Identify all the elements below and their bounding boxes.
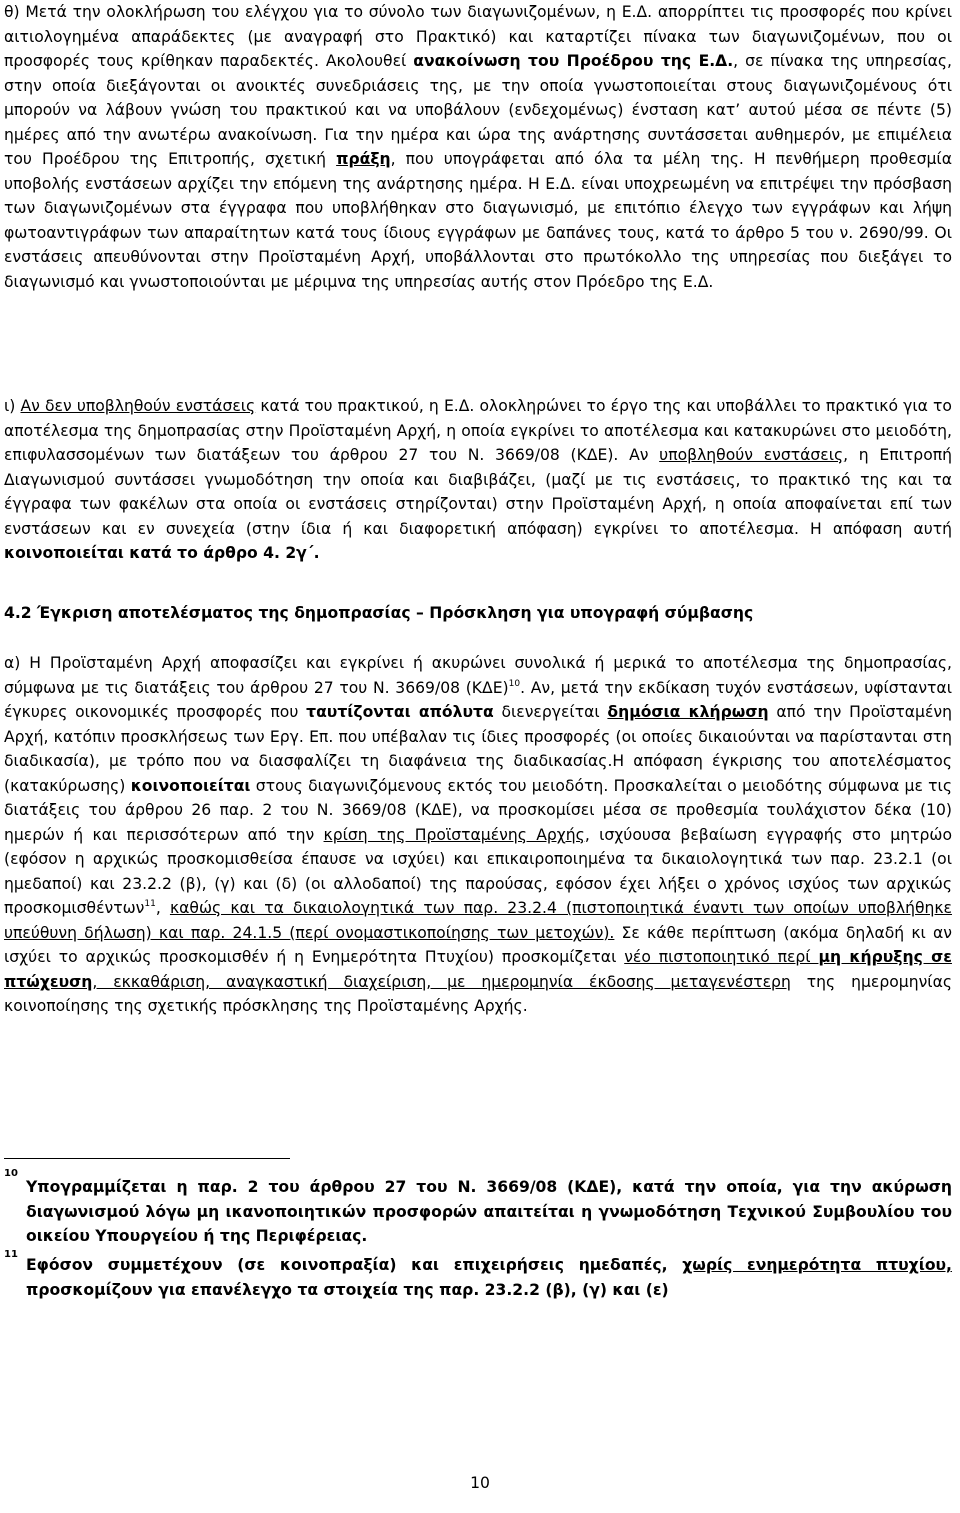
text-run: , που υπογράφεται από όλα τα μέλη της. Η πενθήμερη προθεσμία υποβολής ενστάσεων αρχίζει την επόμενη της ανάρτησης ημέρα. Η Ε.Δ. είναι υποχρεωμένη να επιτρέψει την πρόσβαση των διαγωνιζομένων στα έγγραφα που υποβλήθηκαν στο διαγωνισμό, με επιτόπιο έλεγχο των εγγράφων και λήψη φωτοαντιγράφων των απαραίτητων κατά τους ίδιους εγγράφων με δαπάνες τους, κατά το άρθρο 5 του ν. 2690/99. Οι ενστάσεις απευθύνονται στην Προϊσταμένη Αρχή, υποβάλλονται στο πρωτόκολλο της υπηρεσίας που διεξάγει το διαγωνισμό και γνωστοποιούνται με μέριμνα της υπηρεσίας αυτής στον Πρόεδρο της Ε.Δ. — [4, 150, 952, 291]
bold-run: ταυτίζονται απόλυτα — [306, 703, 494, 721]
footnote-ref-11: 11 — [144, 899, 156, 909]
text-run: διενεργείται — [493, 703, 608, 721]
underlined-run: χωρίς ενημερότητα πτυχίου, — [682, 1256, 952, 1274]
underlined-run: καθώς και τα δικαιολογητικά των παρ. 23.2.4 (πιστοποιητικά έναντι των οποίων υποβλήθηκε υπεύθυνη δήλωση) και παρ. 24.1.5 (περί ονομαστικοποίησης των μετοχών). — [4, 899, 952, 942]
footnote-10-text: Υπογραμμίζεται η παρ. 2 του άρθρου 27 του Ν. 3669/08 (ΚΔΕ), κατά την οποία, για την ακύρωση διαγωνισμού λόγω μη ικανοποιητικών προσφορών απαιτείται η γνωμοδότηση Τεχνικού Συμβουλίου του οικείου Υπουργείου ή της Περιφέρειας. — [26, 1178, 952, 1245]
bold-underlined-run: πράξη — [336, 150, 391, 168]
paragraph-iota — [4, 394, 952, 566]
paragraph-alpha — [4, 651, 952, 1019]
text-run: , σε πίνακα της υπηρεσίας, στην οποία διεξάγονται οι ανοικτές συνεδριάσεις της, με την οποία γνωστοποιείται στους διαγωνιζομένους ότι μπορούν να λάβουν γνώση του πρακτικού και να υποβάλουν (ενδεχομένως) ένσταση κατ’ αυτού μέσα σε πέντε (5) ημέρες από την ανωτέρω ανακοίνωση. Για την ημέρα και ώρα της ανάρτησης συντάσσεται αυθημερόν, με επιμέλεια του Προέδρου της Επιτροπής, σχετική — [4, 52, 952, 168]
text-run: . Αν, μετά την εκδίκαση τυχόν ενστάσεων, υφίστανται έγκυρες οικονομικές προσφορές που — [4, 678, 952, 721]
footnote-11-text — [26, 1253, 952, 1302]
footnote-number-11: 11 — [4, 1249, 18, 1260]
heading-subtitle: Πρόσκληση για υπογραφή σύμβασης — [429, 604, 754, 622]
text-run: της ημερομηνίας κοινοποίησης της σχετικής πρόσκλησης της Προϊσταμένης Αρχής. — [4, 972, 952, 1015]
underlined-run: νέο πιστοποιητικό περί — [624, 948, 819, 966]
underlined-run: υποβληθούν ενστάσεις — [659, 446, 844, 464]
text-run: , η Επιτροπή Διαγωνισμού συντάσσει γνωμοδότηση την οποία και διαβιβάζει, (μαζί με τις ενστάσεις, το πρακτικό της και τα έγγραφα των φακέλων στα οποία οι ενστάσεις στηρίζονται) στην Προϊσταμένη Αρχή, η οποία αποφαίνεται επί των ενστάσεων και εν συνεχεία (στην ίδια ή και διαφορετική απόφαση) εγκρίνει το αποτέλεσμα. Η απόφαση αυτή — [4, 446, 953, 538]
text-run: στους διαγωνιζόμενους εκτός του μειοδότη. Προσκαλείται ο μειοδότης σύμφωνα με τις διατάξεις του άρθρου 26 παρ. 2 του Ν. 3669/08 (ΚΔΕ), να προσκομίσει μέσα σε προθεσμία τουλάχιστον δέκα (10) ημερών ή και περισσότερων από την — [4, 776, 952, 844]
underlined-run: , εκκαθάριση, αναγκαστική διαχείριση, με ημερομηνία έκδοσης μεταγενέστερη — [92, 972, 791, 991]
text-run: προσκομίζουν για επανέλεγχο τα στοιχεία της παρ. 23.2.2 (β), (γ) και (ε) — [26, 1280, 669, 1299]
page-number: 10 — [470, 1474, 490, 1492]
text-run: , ισχύουσα βεβαίωση εγγραφής στο μητρώο (εφόσον η αρχικώς προσκομισθείσα έπαυσε να ισχύει) και επικαιροποιημένα τα δικαιολογητικά των παρ. 23.2.1 (οι ημεδαποί) και 23.2.2 (β), (γ) και (δ) (οι αλλοδαποί) της παρούσας, εφόσον έχει λήξει ο χρόνος ισχύος των αρχικώς προσκομισθέντων — [4, 825, 952, 917]
underlined-run: κρίση της Προϊσταμένης Αρχής — [323, 825, 585, 844]
bold-run: ανακοίνωση του Προέδρου της Ε.Δ. — [413, 52, 734, 70]
text-run: από την Προϊσταμένη Αρχή, κατόπιν προσκλήσεως των Εργ. Επ. που υπέβαλαν τις ίδιες προσφορές (οι οποίες δικαιούνται να παρίστανται στη διαδικασία), με τρόπο που να διασφαλίζει τη διαφάνεια της διαδικασίας.Η απόφαση έγκρισης του αποτελέσματος (κατακύρωσης) — [4, 703, 953, 795]
section-heading — [4, 604, 952, 622]
text-run: , — [155, 899, 170, 917]
footnote-ref-10: 10 — [508, 678, 521, 689]
text-run: Σε κάθε περίπτωση (ακόμα δηλαδή κι αν ισχύει το αρχικώς προσκομισθέν ή η Ενημερότητα Πτυχίου) προσκομίζεται — [4, 923, 952, 966]
text-run: α) Η Προϊσταμένη Αρχή αποφασίζει και εγκρίνει ή ακυρώνει συνολικά ή μερικά το αποτέλεσμα της δημοπρασίας, σύμφωνα με τις διατάξεις του άρθρου 27 του Ν. 3669/08 (ΚΔΕ) — [4, 654, 952, 697]
text-run: Εφόσον συμμετέχουν (σε κοινοπραξία) και επιχειρήσεις ημεδαπές, — [26, 1256, 683, 1274]
heading-title: 4.2 Έγκριση αποτελέσματος της δημοπρασίας – — [4, 604, 430, 622]
text-run: θ) Μετά την ολοκλήρωση του ελέγχου για το σύνολο των διαγωνιζομένων, η Ε.Δ. απορρίπτει τις προσφορές που κρίνει αιτιολογημένα απαράδεκτες (με αναγραφή στο Πρακτικό) και καταρτίζει πίνακα των διαγωνιζομένων, που οι προσφορές τους κρίθηκαν παραδεκτές. Ακολουθεί — [4, 3, 952, 70]
paragraph-theta — [4, 0, 952, 294]
footnote-number-10: 10 — [4, 1168, 18, 1179]
bold-underlined-run: δημόσια κλήρωση — [607, 703, 769, 721]
bold-run: κοινοποιείται κατά το άρθρο 4. 2γ΄. — [4, 544, 320, 562]
underlined-run: Αν δεν υποβληθούν ενστάσεις — [20, 397, 256, 415]
bold-run: κοινοποιείται — [130, 776, 251, 795]
footnote-separator — [4, 1158, 290, 1159]
text-run: κατά του πρακτικού, η Ε.Δ. ολοκληρώνει το έργο της και υποβάλλει το πρακτικό για το αποτέλεσμα της δημοπρασίας στην Προϊσταμένη Αρχή, η οποία εγκρίνει το αποτέλεσμα και κατακυρώνει στο μειοδότη, επιφυλασσομένων των διατάξεων του άρθρου 27 του Ν. 3669/08 (ΚΔΕ). Αν — [4, 397, 952, 464]
bold-underlined-run: μη κήρυξης σε πτώχευση — [4, 948, 952, 991]
text-run: ι) — [4, 397, 21, 415]
